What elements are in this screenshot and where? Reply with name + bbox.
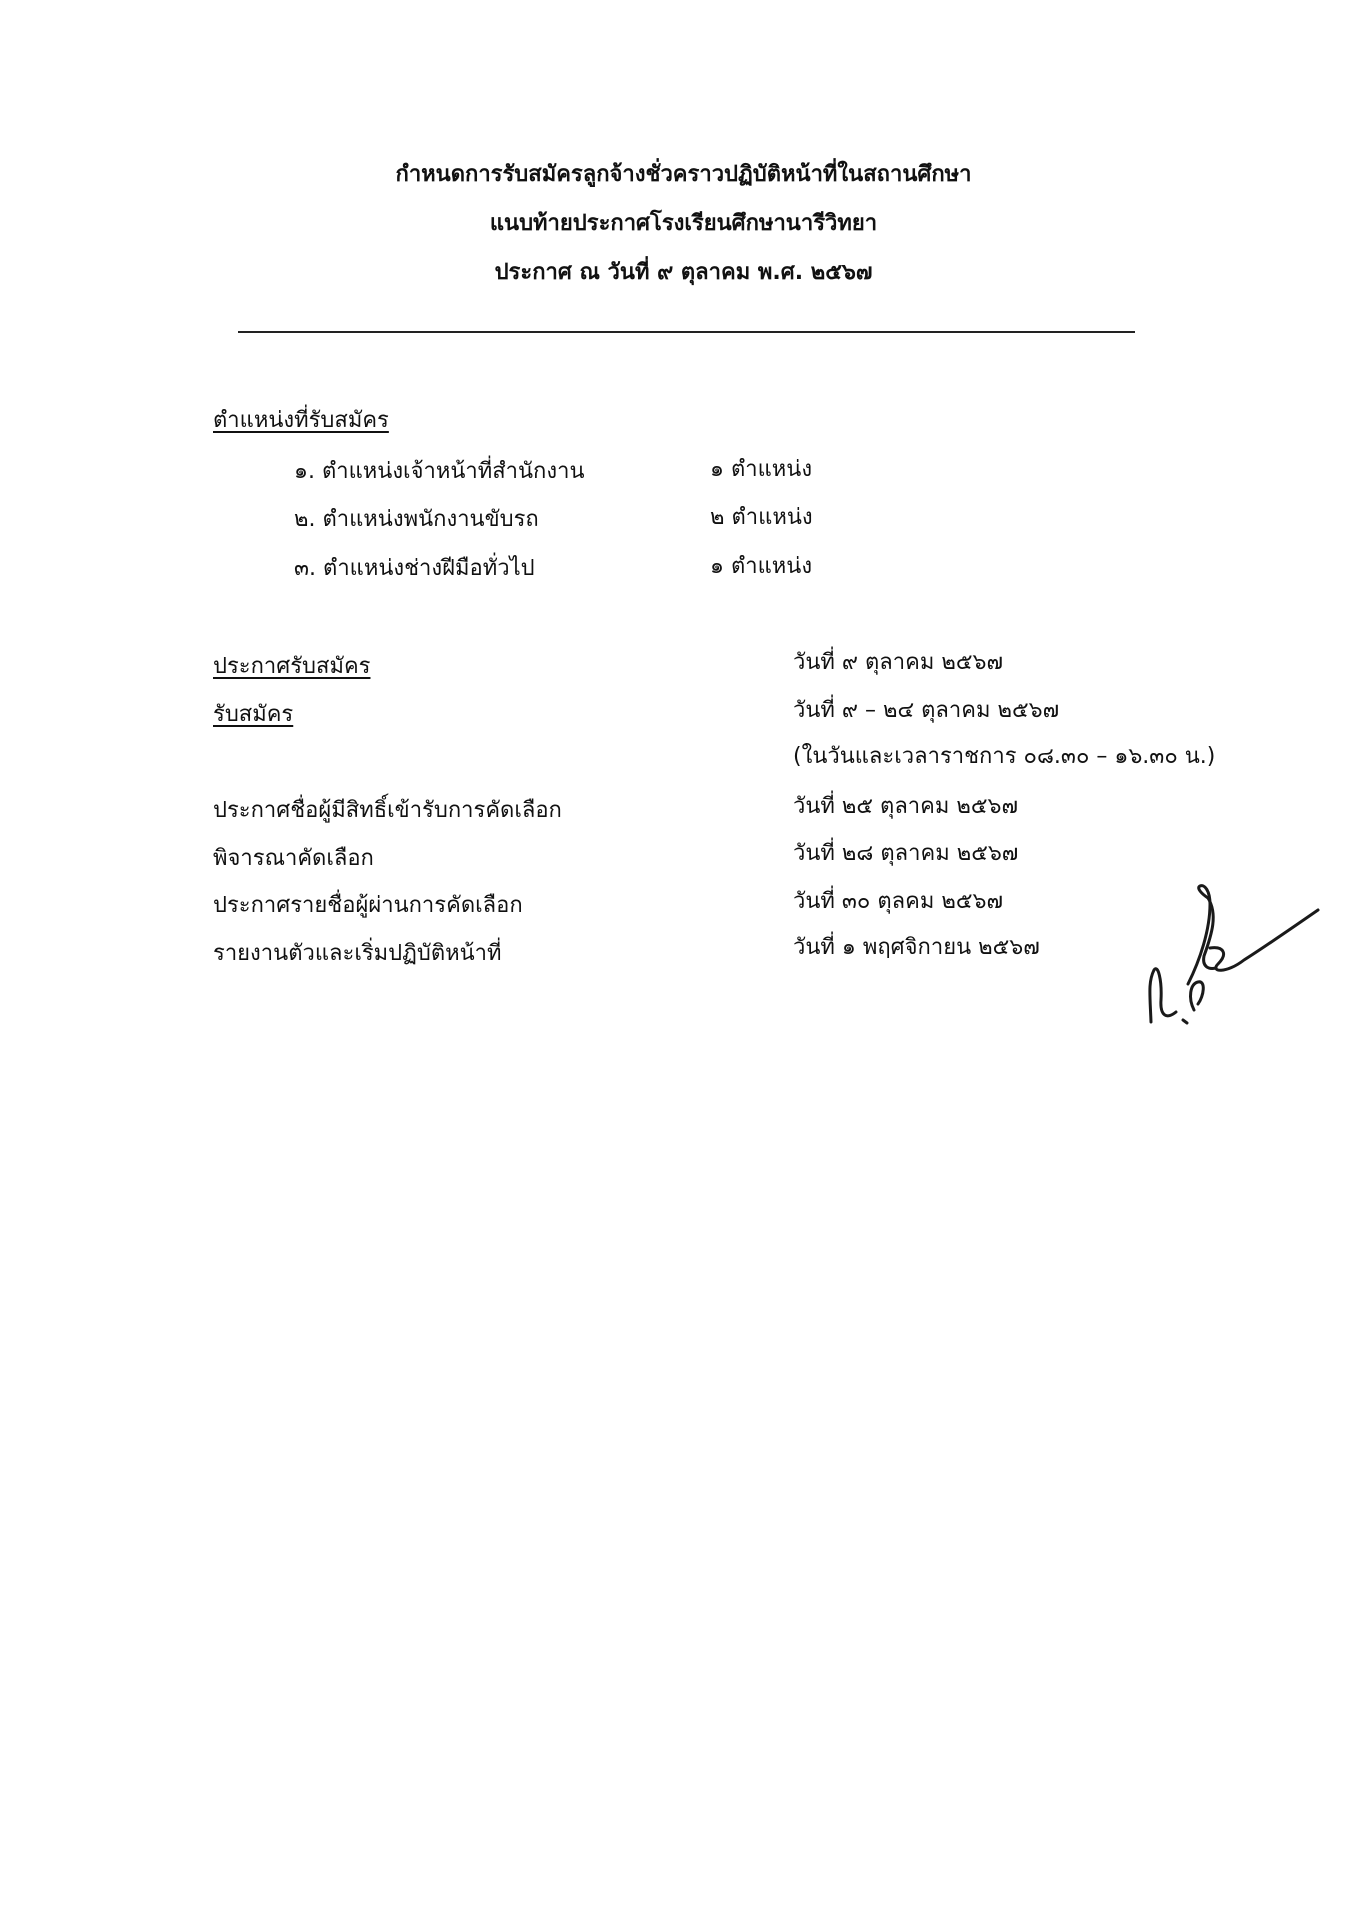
header-title: กำหนดการรับสมัครลูกจ้างชั่วคราวปฏิบัติหน้าที่ในสถานศึกษา (395, 162, 972, 187)
position-name: ๓. ตำแหน่งช่างฝีมือทั่วไป (294, 556, 535, 581)
positions-title: ตำแหน่งที่รับสมัคร (213, 408, 389, 433)
schedule-item-date: วันที่ ๒๕ ตุลาคม ๒๕๖๗ (793, 794, 1019, 819)
schedule-item-date: วันที่ ๓๐ ตุลคม ๒๕๖๗ (793, 889, 1003, 914)
announce-label: ประกาศรับสมัคร (213, 654, 371, 679)
schedule-item-date: วันที่ ๑ พฤศจิกายน ๒๕๖๗ (793, 935, 1040, 960)
header-divider (238, 331, 1135, 333)
position-count: ๒ ตำแหน่ง (710, 505, 813, 530)
apply-label: รับสมัคร (213, 702, 294, 727)
schedule-item-date: วันที่ ๒๘ ตุลาคม ๒๕๖๗ (793, 841, 1019, 866)
handwritten-signature-icon (1140, 870, 1330, 1060)
apply-hours-note: (ในวันและเวลาราชการ ๐๘.๓๐ – ๑๖.๓๐ น.) (793, 744, 1216, 769)
position-count: ๑ ตำแหน่ง (710, 457, 813, 482)
document-header (0, 150, 1367, 297)
schedule-item-label: ประกาศชื่อผู้มีสิทธิ์เข้ารับการคัดเลือก (213, 798, 562, 823)
schedule-item-label: พิจารณาคัดเลือก (213, 846, 374, 871)
position-name: ๑. ตำแหน่งเจ้าหน้าที่สำนักงาน (294, 459, 585, 484)
announce-date: วันที่ ๙ ตุลาคม ๒๕๖๗ (793, 650, 1003, 675)
position-name: ๒. ตำแหน่งพนักงานขับรถ (294, 507, 539, 532)
apply-date: วันที่ ๙ – ๒๔ ตุลาคม ๒๕๖๗ (793, 698, 1060, 723)
schedule-item-label: รายงานตัวและเริ่มปฏิบัติหน้าที่ (213, 941, 502, 966)
header-subtitle: แนบท้ายประกาศโรงเรียนศึกษานารีวิทยา (489, 211, 878, 236)
schedule-item-label: ประกาศรายชื่อผู้ผ่านการคัดเลือก (213, 893, 523, 918)
position-count: ๑ ตำแหน่ง (710, 554, 813, 579)
header-date: ประกาศ ณ วันที่ ๙ ตุลาคม พ.ศ. ๒๕๖๗ (494, 260, 873, 285)
